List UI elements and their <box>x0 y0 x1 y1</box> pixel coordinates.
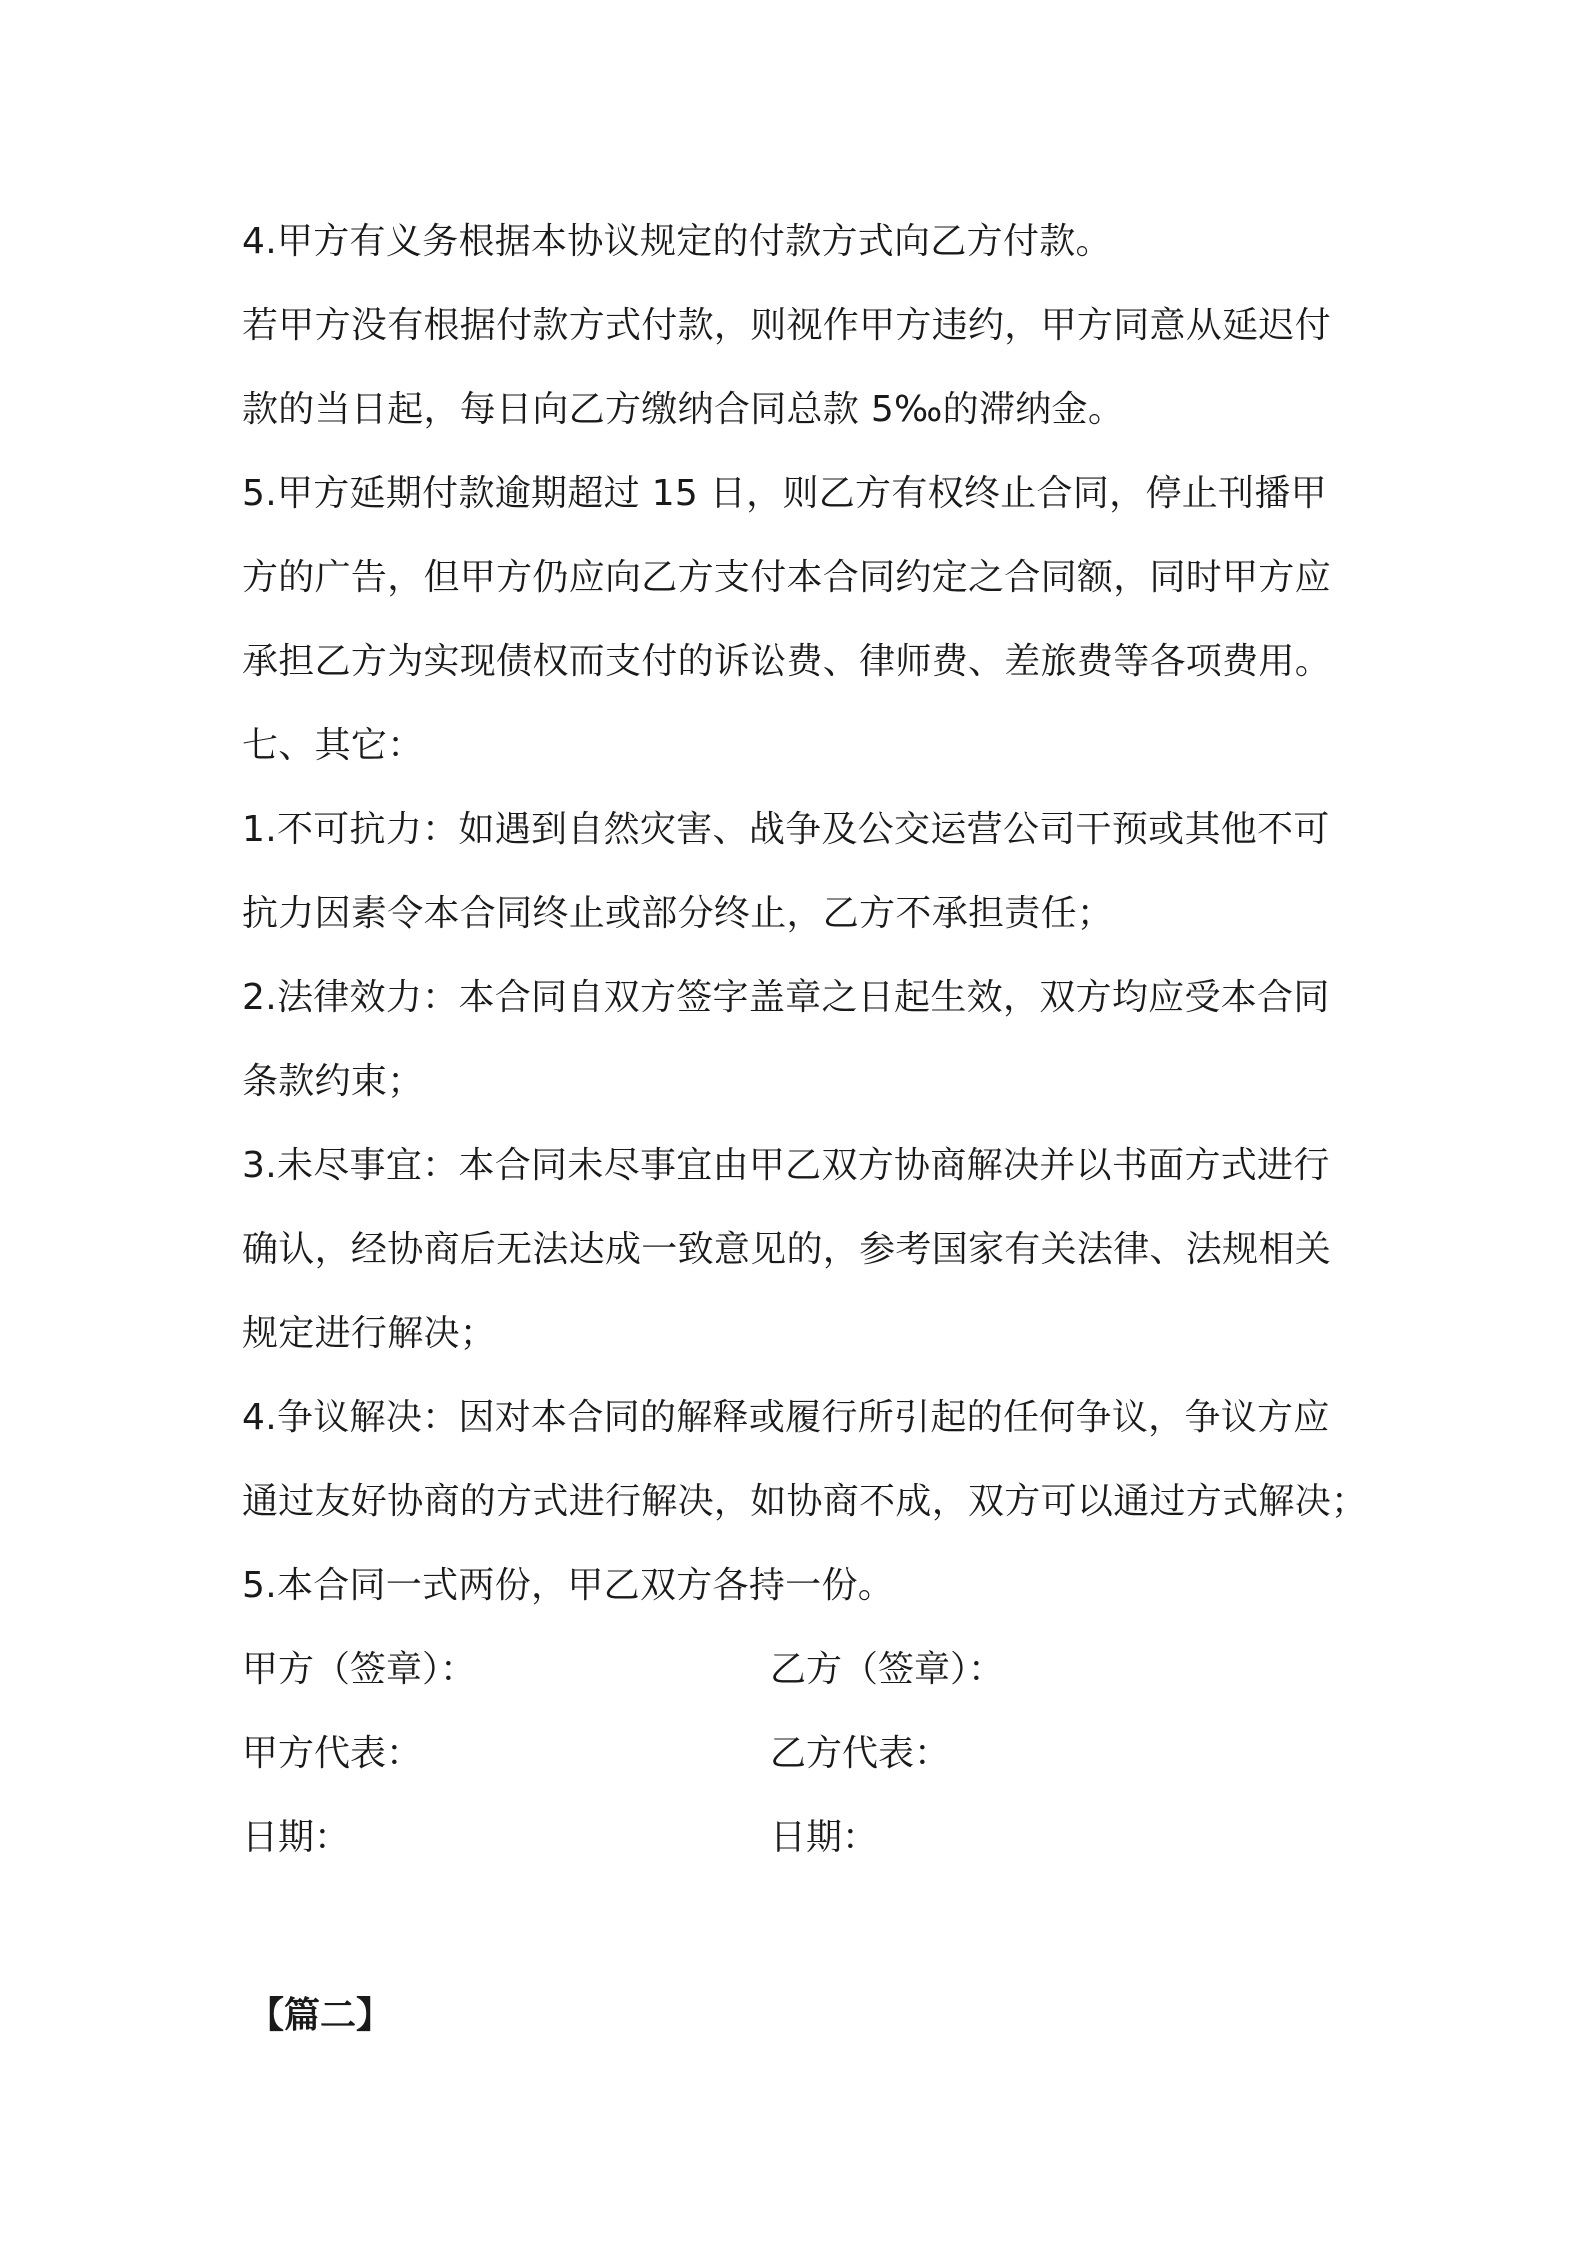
paragraph-line: 4.争议解决：因对本合同的解释或履行所引起的任何争议，争议方应 <box>242 1397 1330 1438</box>
paragraph-line: 确认，经协商后无法达成一致意见的，参考国家有关法律、法规相关 <box>242 1229 1332 1270</box>
party-b-rep-label: 乙方代表： <box>770 1733 951 1774</box>
paragraph-line: 条款约束； <box>242 1061 424 1102</box>
paragraph-line: 通过友好协商的方式进行解决，如协商不成，双方可以通过方式解决； <box>242 1481 1368 1522</box>
paragraph-line: 4.甲方有义务根据本协议规定的付款方式向乙方付款。 <box>242 221 1112 262</box>
section-heading-other: 七、其它： <box>242 725 424 766</box>
signature-row-date <box>242 1796 1362 1880</box>
party-a-rep-label: 甲方代表： <box>242 1733 423 1774</box>
party-b-seal-label: 乙方（签章）： <box>770 1649 1005 1690</box>
signature-row-representative <box>242 1712 1362 1796</box>
paragraph-line: 承担乙方为实现债权而支付的诉讼费、律师费、差旅费等各项费用。 <box>242 641 1332 682</box>
paragraph-line: 1.不可抗力：如遇到自然灾害、战争及公交运营公司干预或其他不可 <box>242 809 1330 850</box>
signature-row-seal <box>242 1628 1362 1712</box>
paragraph-line: 款的当日起，每日向乙方缴纳合同总款 5‰的滞纳金。 <box>242 389 1125 430</box>
paragraph-line: 若甲方没有根据付款方式付款，则视作甲方违约，甲方同意从延迟付 <box>242 305 1332 346</box>
spacer <box>242 1880 1362 1974</box>
party-a-date-label: 日期： <box>242 1817 351 1858</box>
party-a-seal-label: 甲方（签章）： <box>242 1649 477 1690</box>
document-body <box>242 200 1368 2058</box>
paragraph-line: 规定进行解决； <box>242 1313 497 1354</box>
paragraph-line: 抗力因素令本合同终止或部分终止，乙方不承担责任； <box>242 893 1114 934</box>
paragraph-line: 5.本合同一式两份，甲乙双方各持一份。 <box>242 1565 895 1606</box>
paragraph-line: 2.法律效力：本合同自双方签字盖章之日起生效，双方均应受本合同 <box>242 977 1330 1018</box>
paragraph-line: 3.未尽事宜：本合同未尽事宜由甲乙双方协商解决并以书面方式进行 <box>242 1145 1330 1186</box>
paragraph-line: 方的广告，但甲方仍应向乙方支付本合同约定之合同额，同时甲方应 <box>242 557 1332 598</box>
next-section-heading: 【篇二】 <box>248 1995 393 2036</box>
paragraph-line: 5.甲方延期付款逾期超过 15 日，则乙方有权终止合同，停止刊播甲 <box>242 473 1327 514</box>
party-b-date-label: 日期： <box>770 1817 879 1858</box>
